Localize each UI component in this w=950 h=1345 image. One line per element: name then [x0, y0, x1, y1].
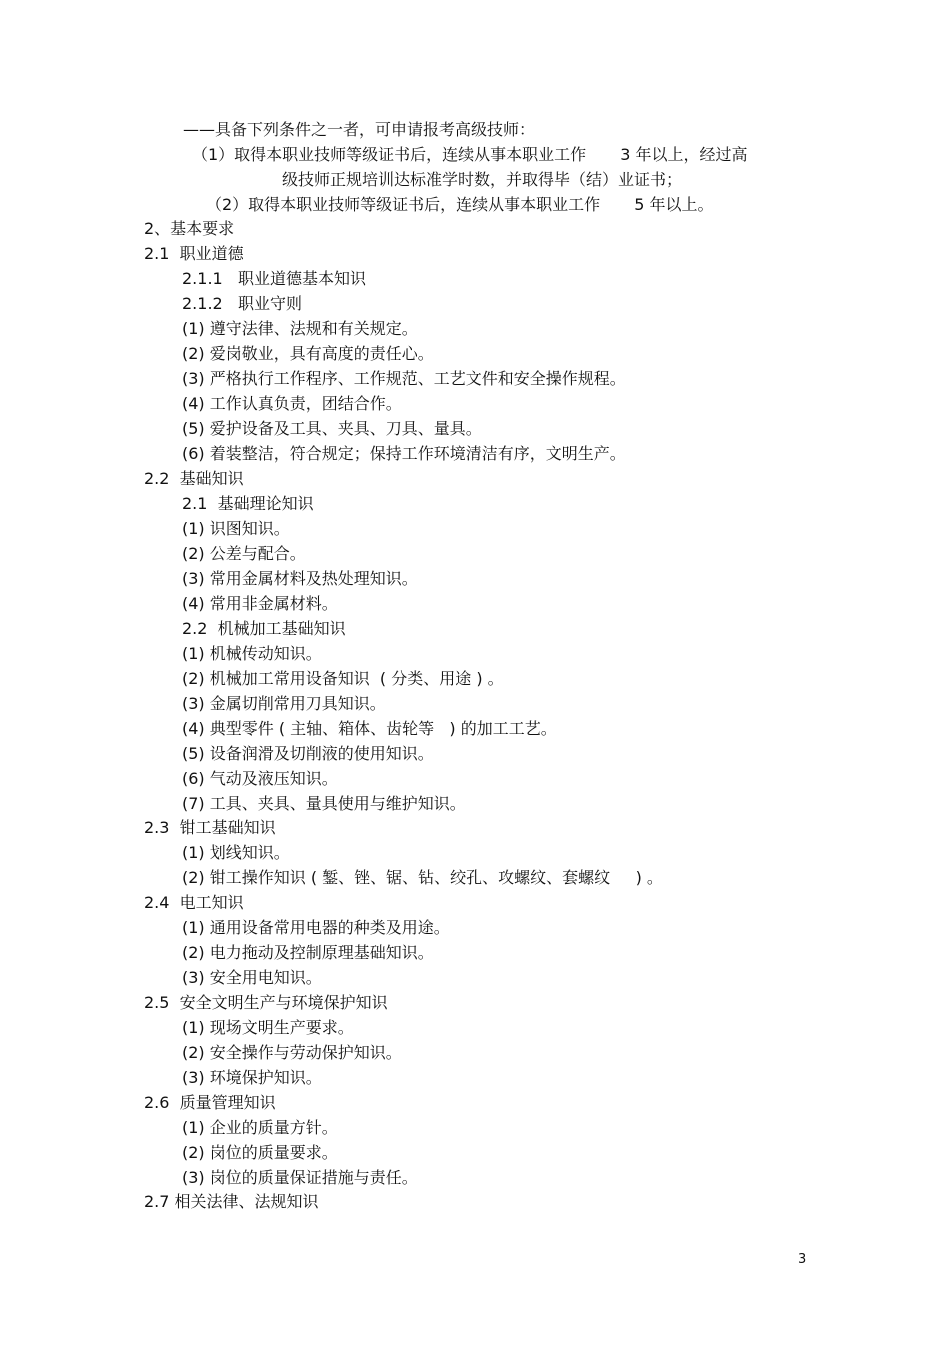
list-item: (2) 钳工操作知识 ( 錾、锉、锯、钻、绞孔、攻螺纹、套螺纹 ) 。 [182, 868, 663, 887]
section-2-7-heading: 2.7 相关法律、法规知识 [144, 1192, 319, 1211]
list-item: (3) 安全用电知识。 [182, 968, 322, 987]
list-item: (2) 电力拖动及控制原理基础知识。 [182, 943, 434, 962]
list-item: (3) 常用金属材料及热处理知识。 [182, 569, 418, 588]
list-item: (6) 着装整洁，符合规定；保持工作环境清洁有序，文明生产。 [182, 444, 626, 463]
list-item: (5) 设备润滑及切削液的使用知识。 [182, 744, 434, 763]
subsection-heading: 2.2 机械加工基础知识 [182, 619, 346, 638]
section-2-6-heading: 2.6 质量管理知识 [144, 1093, 276, 1112]
condition-2-years: 5 年以上。 [634, 195, 714, 214]
section-2-1-heading: 2.1 职业道德 [144, 244, 244, 263]
list-item: (2) 岗位的质量要求。 [182, 1143, 338, 1162]
list-item: (1) 划线知识。 [182, 843, 290, 862]
list-item: (6) 气动及液压知识。 [182, 769, 338, 788]
list-item: (2) 爱岗敬业，具有高度的责任心。 [182, 344, 434, 363]
list-item: (2) 安全操作与劳动保护知识。 [182, 1043, 402, 1062]
list-item: (4) 工作认真负责，团结合作。 [182, 394, 402, 413]
condition-2 [206, 195, 713, 215]
condition-1-continuation: 级技师正规培训达标准学时数，并取得毕（结）业证书； [282, 170, 683, 189]
list-item: (5) 爱护设备及工具、夹具、刀具、量具。 [182, 419, 482, 438]
section-2-heading: 2、基本要求 [144, 219, 235, 238]
section-2-5-heading: 2.5 安全文明生产与环境保护知识 [144, 993, 388, 1012]
section-2-4-heading: 2.4 电工知识 [144, 893, 244, 912]
list-item: (2) 公差与配合。 [182, 544, 306, 563]
list-item: (3) 环境保护知识。 [182, 1068, 322, 1087]
section-2-1-2-heading: 2.1.2 职业守则 [182, 294, 302, 313]
list-item: (4) 常用非金属材料。 [182, 594, 338, 613]
condition-1-text: （1）取得本职业技师等级证书后，连续从事本职业工作 [192, 145, 587, 164]
list-item: (1) 遵守法律、法规和有关规定。 [182, 319, 418, 338]
list-item: (2) 机械加工常用设备知识 ( 分类、用途 ) 。 [182, 669, 504, 688]
section-2-2-heading: 2.2 基础知识 [144, 469, 244, 488]
condition-2-text: （2）取得本职业技师等级证书后，连续从事本职业工作 [206, 195, 601, 214]
list-item: (3) 严格执行工作程序、工作规范、工艺文件和安全操作规程。 [182, 369, 626, 388]
list-item: (1) 现场文明生产要求。 [182, 1018, 354, 1037]
condition-1-years: 3 年以上，经过高 [620, 145, 748, 164]
page-number: 3 [798, 1252, 807, 1267]
section-2-3-heading: 2.3 钳工基础知识 [144, 818, 276, 837]
list-item: (7) 工具、夹具、量具使用与维护知识。 [182, 794, 466, 813]
subsection-heading: 2.1 基础理论知识 [182, 494, 314, 513]
list-item: (1) 识图知识。 [182, 519, 290, 538]
list-item: (3) 金属切削常用刀具知识。 [182, 694, 386, 713]
condition-header: ——具备下列条件之一者，可申请报考高级技师： [183, 120, 536, 139]
list-item: (4) 典型零件 ( 主轴、箱体、齿轮等 ) 的加工工艺。 [182, 719, 557, 738]
section-2-1-1-heading: 2.1.1 职业道德基本知识 [182, 269, 366, 288]
list-item: (3) 岗位的质量保证措施与责任。 [182, 1168, 418, 1187]
condition-1 [192, 145, 747, 165]
list-item: (1) 企业的质量方针。 [182, 1118, 338, 1137]
list-item: (1) 通用设备常用电器的种类及用途。 [182, 918, 450, 937]
list-item: (1) 机械传动知识。 [182, 644, 322, 663]
